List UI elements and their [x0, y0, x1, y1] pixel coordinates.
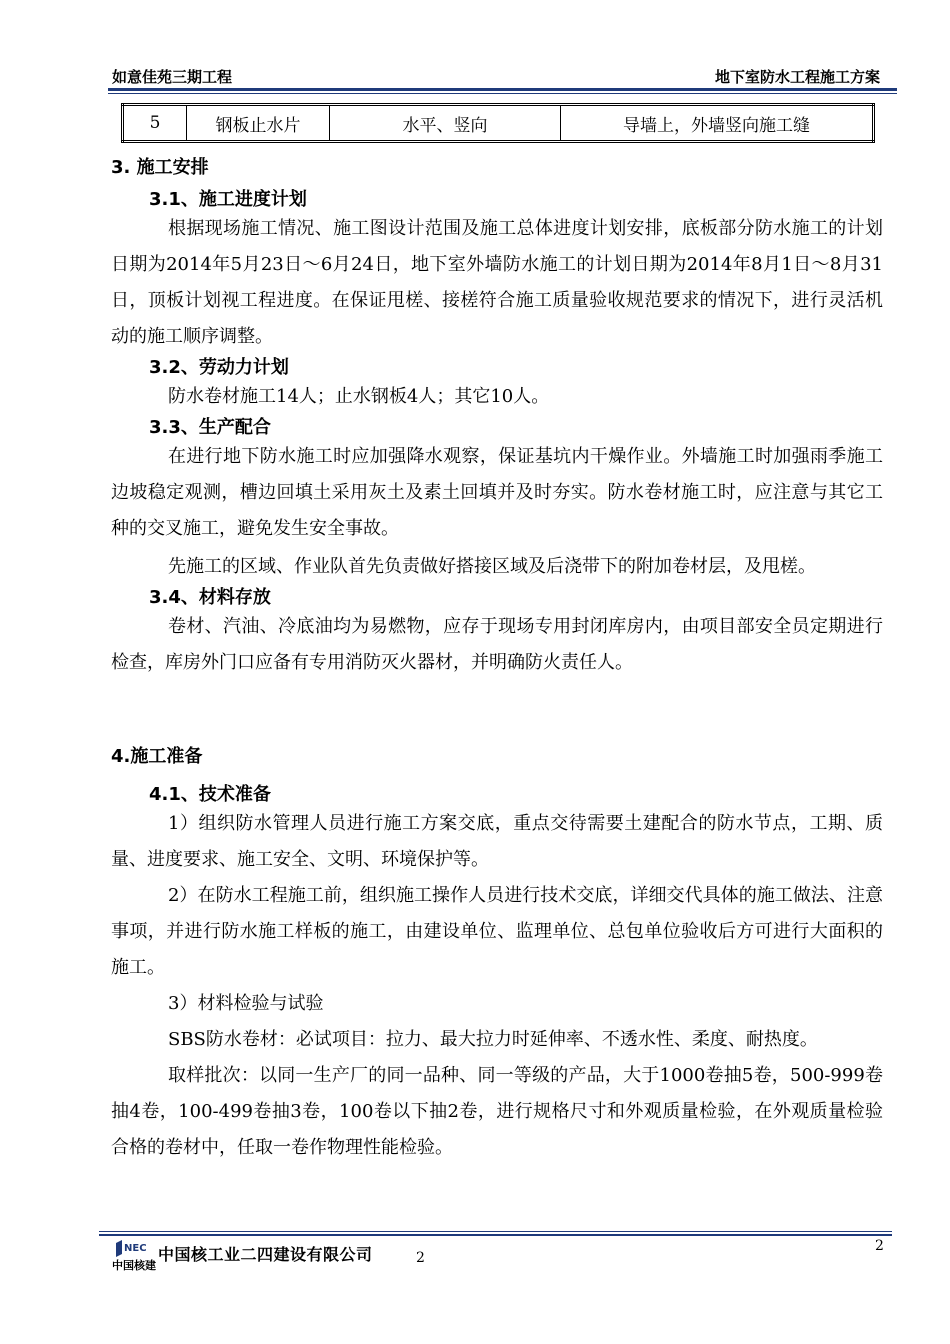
company-logo-mark: NEC: [124, 1243, 147, 1254]
header-document-title: 地下室防水工程施工方案: [714, 68, 880, 86]
footer-company-name: 中国核工业二四建设有限公司: [158, 1245, 373, 1264]
section-3-4-paragraph: 卷材、汽油、冷底油均为易燃物，应存于现场专用封闭库房内，由项目部安全员定期进行检查，库房外门口应备有专用消防灭火器材，并明确防火责任人。: [111, 616, 883, 673]
section-4-1-paragraph-1: 1）组织防水管理人员进行施工方案交底，重点交待需要土建配合的防水节点，工期、质量、进度要求、施工安全、文明、环境保护等。: [111, 813, 883, 870]
section-3-3-title: 3.3、生产配合: [149, 417, 271, 438]
header-rule-thin: [108, 93, 897, 94]
table-cell-location: 导墙上，外墙竖向施工缝: [561, 105, 874, 142]
section-3: [111, 153, 883, 681]
section-3-3-paragraph-1: 在进行地下防水施工时应加强降水观察，保证基坑内干燥作业。外墙施工时加强雨季施工边坡稳定观测，槽边回填土采用灰土及素土回填并及时夯实。防水卷材施工时，应注意与其它工种的交叉施工，避免发生安全事故。: [111, 446, 883, 539]
table-row: [123, 105, 874, 142]
footer-page-number-center: 2: [416, 1250, 425, 1266]
table-cell-index: 5: [123, 105, 187, 142]
section-4-1-paragraph-2: 2）在防水工程施工前，组织施工操作人员进行技术交底，详细交代具体的施工做法、注意事项，并进行防水施工样板的施工，由建设单位、监理单位、总包单位验收后方可进行大面积的施工。: [111, 885, 883, 978]
section-4-1-paragraph-4: SBS防水卷材：必试项目：拉力、最大拉力时延伸率、不透水性、柔度、耐热度。: [168, 1029, 818, 1050]
section-3-title: 3. 施工安排: [111, 157, 209, 178]
section-3-4-title: 3.4、材料存放: [149, 587, 271, 608]
section-4-1-paragraph-3: 3）材料检验与试验: [168, 993, 324, 1014]
header-project-name: 如意佳苑三期工程: [112, 68, 233, 86]
section-3-2-title: 3.2、劳动力计划: [149, 357, 289, 378]
section-3-3-paragraph-2: 先施工的区域、作业队首先负责做好搭接区域及后浇带下的附加卷材层，及甩槎。: [168, 556, 816, 577]
section-4-title: 4.施工准备: [111, 746, 203, 767]
section-4-1-title: 4.1、技术准备: [149, 784, 271, 805]
section-4-1-paragraph-5: 取样批次：以同一生产厂的同一品种、同一等级的产品，大于1000卷抽5卷，500-999卷抽4卷，100-499卷抽3卷，100卷以下抽2卷，进行规格尺寸和外观质量检验，在外观质量检验合格的卷材中，任取一卷作物理性能检验。: [111, 1065, 883, 1158]
header-rule: [108, 88, 897, 91]
table-cell-material: 钢板止水片: [187, 105, 330, 142]
company-logo-text: 中国核建: [112, 1259, 156, 1272]
footer-rule-thick: [99, 1234, 892, 1236]
table-cell-direction: 水平、竖向: [330, 105, 561, 142]
section-4: [111, 742, 883, 1166]
section-3-1-title: 3.1、施工进度计划: [149, 189, 307, 210]
section-3-2-paragraph: 防水卷材施工14人；止水钢板4人；其它10人。: [168, 386, 550, 407]
materials-table: [121, 103, 875, 143]
footer-rule: [99, 1231, 892, 1232]
section-3-1-paragraph: 根据现场施工情况、施工图设计范围及施工总体进度计划安排，底板部分防水施工的计划日期为2014年5月23日～6月24日，地下室外墙防水施工的计划日期为2014年8月1日～8月31日，顶板计划视工程进度。在保证甩槎、接槎符合施工质量验收规范要求的情况下，进行灵活机动的施工顺序调整。: [111, 218, 883, 347]
footer-page-number-right: 2: [875, 1238, 884, 1254]
